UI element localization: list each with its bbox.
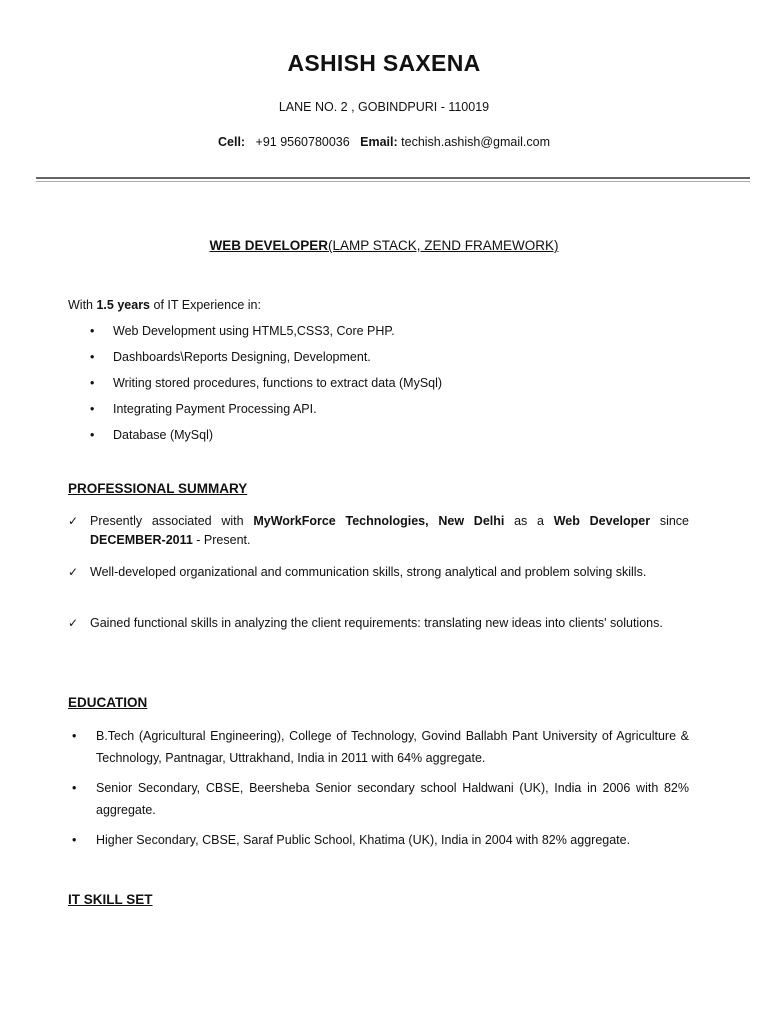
checkmark-icon: ✓ <box>68 616 79 630</box>
bullet-icon: • <box>72 729 77 743</box>
list-item <box>68 318 442 344</box>
education-item-text: Senior Secondary, CBSE, Beersheba Senior secondary school Haldwani (UK), India in 2006 with 82% aggregate. <box>96 781 689 817</box>
education-heading: EDUCATION <box>68 695 148 710</box>
list-item-text: Integrating Payment Processing API. <box>113 402 317 416</box>
summary-text: - Present. <box>192 533 251 547</box>
list-item <box>68 422 442 448</box>
role-title-stack: (LAMP STACK, ZEND FRAMEWORK) <box>328 238 559 253</box>
education-item-text: Higher Secondary, CBSE, Saraf Public School, Khatima (UK), India in 2004 with 82% aggregate. <box>96 833 631 847</box>
professional-summary-heading: PROFESSIONAL SUMMARY <box>68 481 248 496</box>
summary-text: as a <box>504 514 554 528</box>
intro-suffix: of IT Experience in: <box>150 298 261 312</box>
header-divider-thin <box>36 181 750 182</box>
summary-text: Presently associated with <box>90 514 254 528</box>
checkmark-icon: ✓ <box>68 514 79 528</box>
experience-list <box>68 318 442 448</box>
it-skill-set-heading: IT SKILL SET <box>68 892 153 907</box>
list-item <box>68 344 442 370</box>
header-divider <box>36 177 750 179</box>
address: LANE NO. 2 , GOBINDPURI - 110019 <box>278 100 490 114</box>
list-item-text: Web Development using HTML5,CSS3, Core PHP. <box>113 324 395 338</box>
checkmark-icon: ✓ <box>68 565 79 579</box>
list-item-text: Database (MySql) <box>113 428 214 442</box>
experience-years: 1.5 years <box>96 298 151 312</box>
contact-line <box>0 135 768 149</box>
role-title <box>0 238 768 253</box>
bullet-icon: • <box>90 350 95 364</box>
education-item <box>68 777 689 821</box>
summary-item <box>68 512 689 550</box>
summary-item-text: Gained functional skills in analyzing the client requirements: translating new ideas into clients' solutions. <box>90 616 663 630</box>
intro-prefix: With <box>68 298 97 312</box>
education-item <box>68 829 689 851</box>
candidate-name: ASHISH SAXENA <box>287 50 481 76</box>
summary-item-text: Well-developed organizational and communication skills, strong analytical and problem solving skills. <box>90 565 647 579</box>
summary-item-text <box>90 512 689 550</box>
email-value: techish.ashish@gmail.com <box>401 135 550 149</box>
summary-item <box>68 563 689 582</box>
list-item <box>68 370 442 396</box>
start-date: DECEMBER-2011 <box>90 533 193 547</box>
bullet-icon: • <box>90 428 95 442</box>
summary-item <box>68 614 689 633</box>
role-title-main: WEB DEVELOPER <box>209 238 328 253</box>
cell-label: Cell: <box>218 135 246 149</box>
bullet-icon: • <box>90 402 95 416</box>
bullet-icon: • <box>72 833 77 847</box>
bullet-icon: • <box>72 781 77 795</box>
bullet-icon: • <box>90 376 95 390</box>
experience-intro <box>68 298 261 312</box>
cell-value: +91 9560780036 <box>255 135 350 149</box>
list-item-text: Dashboards\Reports Designing, Development. <box>113 350 371 364</box>
list-item <box>68 396 442 422</box>
email-label: Email: <box>360 135 398 149</box>
job-role: Web Developer <box>553 514 651 528</box>
education-item-text: B.Tech (Agricultural Engineering), College of Technology, Govind Ballabh Pant University of Agriculture & Technology, Pantnagar, Uttrakhand, India in 2011 with 64% aggregate. <box>96 729 689 765</box>
summary-text: since <box>650 514 689 528</box>
company-name: MyWorkForce Technologies, New Delhi <box>253 514 505 528</box>
bullet-icon: • <box>90 324 95 338</box>
education-item <box>68 725 689 769</box>
list-item-text: Writing stored procedures, functions to extract data (MySql) <box>113 376 443 390</box>
